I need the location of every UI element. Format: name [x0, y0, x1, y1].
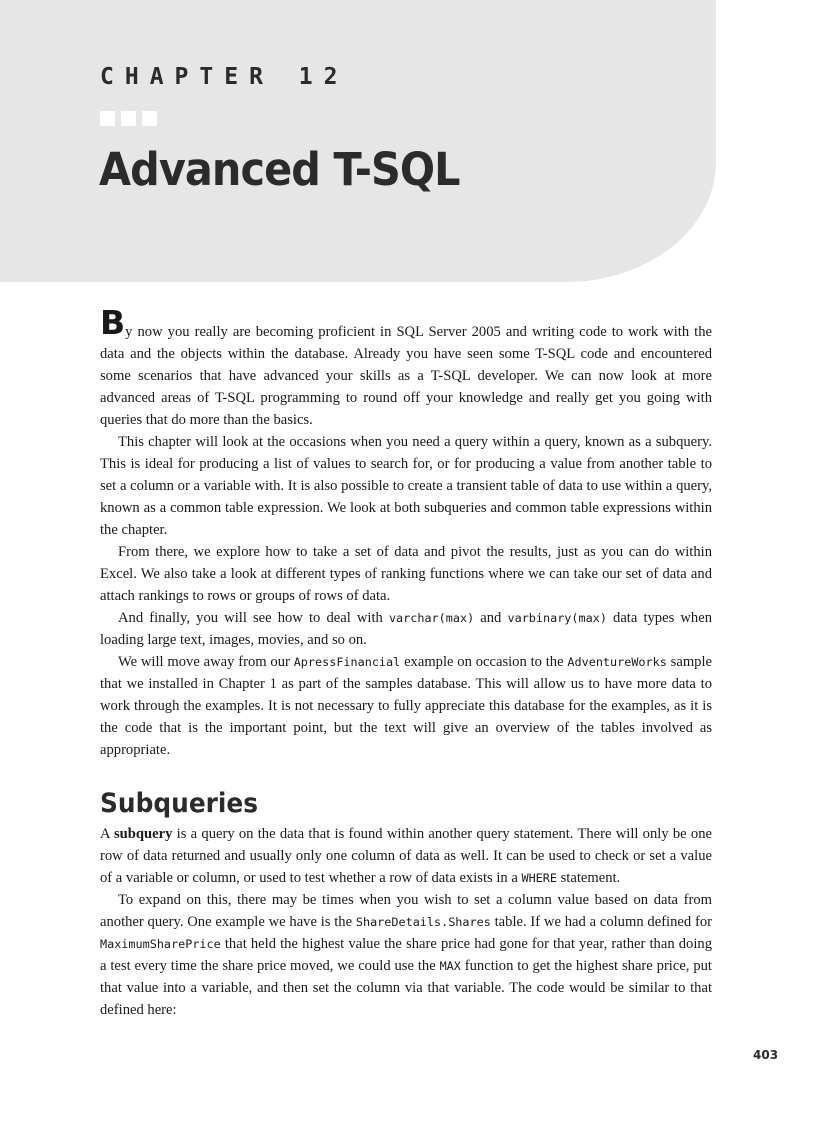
code-varchar-max: varchar(max): [388, 611, 475, 625]
body-text: [100, 303, 712, 1021]
intro-paragraph-3: From there, we explore how to take a set of data and pivot the results, just as you can do within Excel. We also take a look at different types of ranking functions where we can take our set of data and attach rankings to rows or groups of rows of data.: [100, 544, 712, 604]
section-heading-subqueries: Subqueries: [100, 788, 259, 819]
intro-paragraph-2: This chapter will look at the occasions when you need a query within a query, known as a subquery. This is ideal for producing a list of values to search for, or for producing a value from another table to set a column or a variable with. It is also possible to create a transient table of data to use within a query, known as a common table expression. We look at both subqueries and common table expressions within the chapter.: [100, 434, 712, 538]
chapter-title: Advanced T-SQL: [99, 143, 460, 196]
code-maximumshareprice: MaximumSharePrice: [100, 937, 221, 951]
subqueries-paragraph-1: A subquery is a query on the data that is found within another query statement. There will only be one row of data returned and usually only one column of data as well. It can be used to check or set a value of a variable or column, or used to test whether a row of data exists in a WHERE statement.: [100, 826, 712, 886]
chapter-label: CHAPTER 12: [100, 64, 349, 90]
code-sharedetails-shares: ShareDetails.Shares: [355, 915, 491, 929]
intro-paragraph-5: We will move away from our ApressFinancial example on occasion to the AdventureWorks sample that we installed in Chapter 1 as part of the samples database. This will allow us to have more data to work through the examples. It is not necessary to fully appreciate this database for the examples, as it is the code that is the important point, but the text will give an overview of the tables involved as appropriate.: [100, 654, 712, 758]
intro-paragraph-4: And finally, you will see how to deal with varchar(max) and varbinary(max) data types when loading large text, images, movies, and so on.: [100, 610, 712, 648]
code-adventureworks: AdventureWorks: [567, 655, 667, 669]
intro-paragraph-1: By now you really are becoming proficient in SQL Server 2005 and writing code to work with the data and the objects within the database. Already you have seen some T-SQL code and encountered some scenarios that have advanced your skills as a T-SQL developer. We can now look at more advanced areas of T-SQL programming to round off your knowledge and really get you going with queries that do more than the basics.: [100, 303, 712, 428]
decor-square: [100, 111, 115, 126]
code-apressfinancial: ApressFinancial: [293, 655, 401, 669]
code-max: MAX: [439, 959, 461, 973]
term-subquery: subquery: [114, 826, 173, 842]
drop-cap: B: [100, 303, 126, 342]
code-varbinary-max: varbinary(max): [507, 611, 607, 625]
code-where: WHERE: [521, 871, 557, 885]
chapter-decoration: [100, 111, 157, 126]
decor-square: [121, 111, 136, 126]
chapter-header-band: [0, 0, 716, 282]
page-number: 403: [753, 1048, 779, 1062]
decor-square: [142, 111, 157, 126]
subqueries-paragraph-2: To expand on this, there may be times when you wish to set a column value based on data from another query. One example we have is the ShareDetails.Shares table. If we had a column defined for MaximumSharePrice that held the highest value the share price had gone for that year, rather than doing a test every time the share price moved, we could use the MAX function to get the highest share price, put that value into a variable, and then set the column via that variable. The code would be similar to that defined here:: [100, 892, 712, 1018]
